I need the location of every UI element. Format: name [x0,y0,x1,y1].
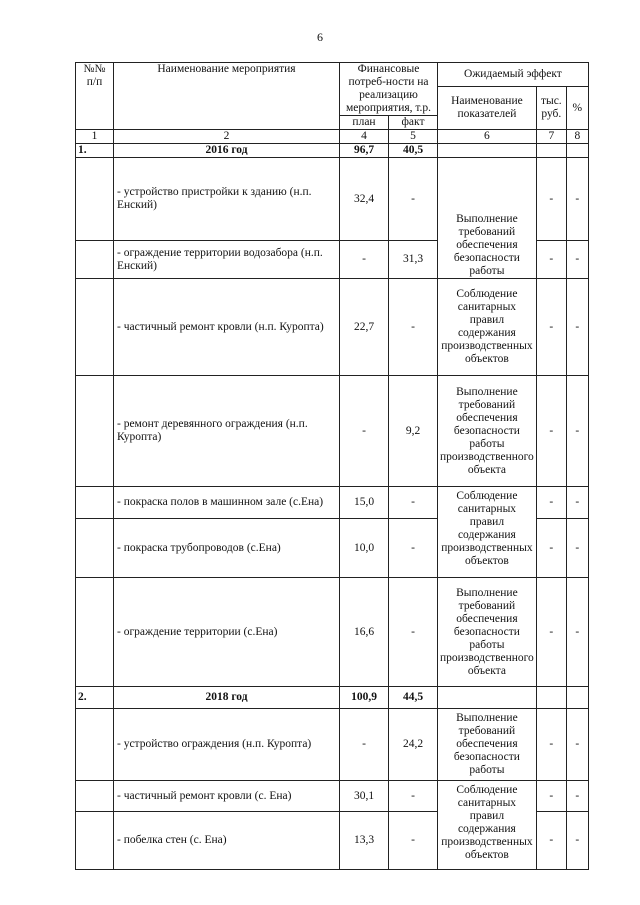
row-thousand: - [536,241,566,279]
col-number: 2 [114,130,340,144]
section-num: 1. [76,144,114,158]
row-percent: - [566,158,588,241]
row-percent: - [566,487,588,519]
row-thousand: - [536,519,566,578]
row-name: - частичный ремонт кровли (н.п. Куропта) [114,279,340,376]
row-thousand: - [536,487,566,519]
section-row [76,687,589,709]
row-effect: Выполнение требований обеспечения безопасности работы производственного объекта [438,578,537,687]
row-plan: 16,6 [340,578,389,687]
row-thousand: - [536,376,566,487]
row-plan: - [340,709,389,781]
row-percent: - [566,709,588,781]
row-fact: 24,2 [389,709,438,781]
section-fact: 44,5 [389,687,438,709]
section-plan: 100,9 [340,687,389,709]
row-plan: 32,4 [340,158,389,241]
col-number: 6 [438,130,537,144]
row-thousand: - [536,709,566,781]
header-num: №№ п/п [76,63,114,130]
row-percent: - [566,781,588,812]
header-plan: план [340,116,389,130]
row-fact: - [389,158,438,241]
table-row [76,781,589,812]
header-name: Наименование мероприятия [114,63,340,130]
table-row [76,578,589,687]
row-plan: 10,0 [340,519,389,578]
table-row [76,709,589,781]
section-title: 2018 год [114,687,340,709]
row-thousand: - [536,578,566,687]
header-thousand: тыс. руб. [536,87,566,130]
row-plan: - [340,241,389,279]
row-percent: - [566,241,588,279]
row-fact: - [389,279,438,376]
row-name: - ограждение территории водозабора (н.п. Енский) [114,241,340,279]
col-number: 5 [389,130,438,144]
table-row [76,487,589,519]
header-effect: Ожидаемый эффект [438,63,589,87]
col-number: 7 [536,130,566,144]
row-plan: - [340,376,389,487]
page-number: 6 [317,30,323,44]
section-row [76,144,589,158]
row-name: - покраска полов в машинном зале (с.Ена) [114,487,340,519]
row-fact: - [389,519,438,578]
col-number: 8 [566,130,588,144]
row-effect: Выполнение требований обеспечения безопасности работы [438,158,537,279]
row-percent: - [566,279,588,376]
table-row [76,158,589,241]
header-finance: Финансовые потреб-ности на реализацию мероприятия, т.р. [340,63,438,116]
row-effect: Соблюдение санитарных правил содержания производственных объектов [438,279,537,376]
col-number: 1 [76,130,114,144]
table-row [76,279,589,376]
row-name: - устройство пристройки к зданию (н.п. Енский) [114,158,340,241]
row-percent: - [566,376,588,487]
row-thousand: - [536,812,566,870]
row-plan: 30,1 [340,781,389,812]
row-name: - покраска трубопроводов (с.Ена) [114,519,340,578]
row-effect: Выполнение требований обеспечения безопасности работы [438,709,537,781]
row-name: - ограждение территории (с.Ена) [114,578,340,687]
row-thousand: - [536,158,566,241]
row-name: - устройство ограждения (н.п. Куропта) [114,709,340,781]
col-number: 4 [340,130,389,144]
row-fact: - [389,487,438,519]
row-name: - побелка стен (с. Ена) [114,812,340,870]
section-num: 2. [76,687,114,709]
row-percent: - [566,519,588,578]
header-row [76,63,589,87]
row-fact: - [389,812,438,870]
section-plan: 96,7 [340,144,389,158]
row-effect: Соблюдение санитарных правил содержания производственных объектов [438,487,537,578]
column-number-row [76,130,589,144]
row-fact: - [389,781,438,812]
measures-table [75,62,589,870]
row-percent: - [566,578,588,687]
row-thousand: - [536,781,566,812]
row-fact: 31,3 [389,241,438,279]
row-name: - ремонт деревянного ограждения (н.п. Куропта) [114,376,340,487]
row-plan: 22,7 [340,279,389,376]
row-percent: - [566,812,588,870]
header-percent: % [566,87,588,130]
row-plan: 15,0 [340,487,389,519]
section-title: 2016 год [114,144,340,158]
row-plan: 13,3 [340,812,389,870]
row-thousand: - [536,279,566,376]
section-fact: 40,5 [389,144,438,158]
table-row [76,376,589,487]
row-effect: Выполнение требований обеспечения безопасности работы производственного объекта [438,376,537,487]
header-fact: факт [389,116,438,130]
row-fact: 9,2 [389,376,438,487]
row-fact: - [389,578,438,687]
row-name: - частичный ремонт кровли (с. Ена) [114,781,340,812]
row-effect: Соблюдение санитарных правил содержания производственных объектов [438,781,537,870]
header-indicator: Наименование показателей [438,87,537,130]
